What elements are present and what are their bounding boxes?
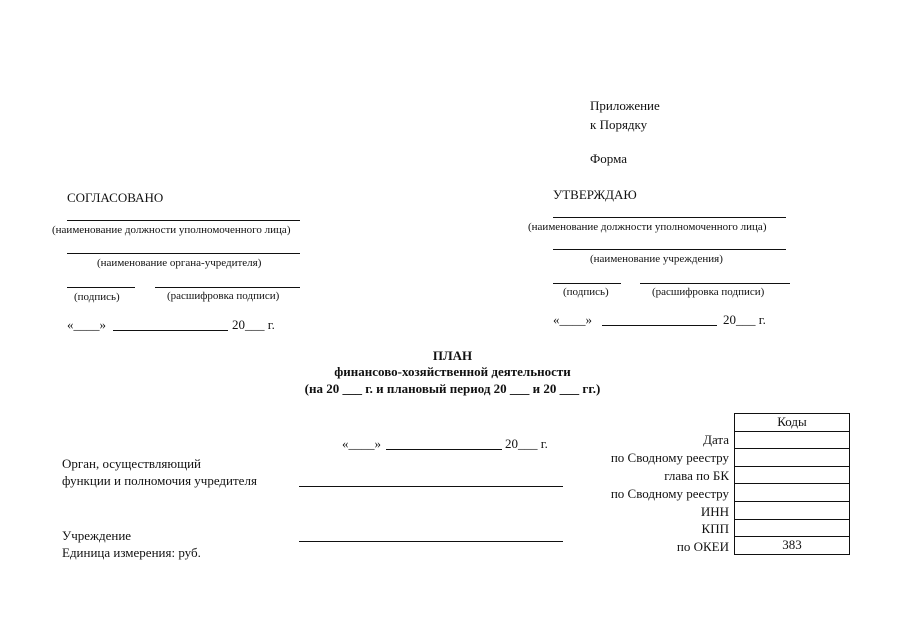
plan-date-year: 20___ г. bbox=[505, 436, 548, 451]
agreed-signature-line bbox=[67, 287, 135, 288]
agreed-date-month-line bbox=[113, 330, 228, 331]
organ-label-line2: функции и полномочия учредителя bbox=[62, 473, 257, 488]
code-value-registry-2 bbox=[735, 484, 850, 502]
approved-position-caption: (наименование должности уполномоченного лица) bbox=[528, 221, 767, 233]
approved-date-year: 20___ г. bbox=[723, 312, 766, 327]
approved-position-line bbox=[553, 217, 786, 218]
code-label-date: Дата bbox=[703, 432, 729, 447]
plan-date-month-line bbox=[386, 449, 502, 450]
agreed-position-caption: (наименование должности уполномоченного лица) bbox=[52, 224, 291, 236]
approved-institution-caption: (наименование учреждения) bbox=[590, 253, 723, 265]
agreed-decoding-line bbox=[155, 287, 300, 288]
approved-decoding-caption: (расшифровка подписи) bbox=[652, 286, 765, 298]
code-label-kpp: КПП bbox=[701, 521, 729, 536]
code-value-inn bbox=[735, 501, 850, 519]
code-value-kpp bbox=[735, 519, 850, 537]
agreed-decoding-caption: (расшифровка подписи) bbox=[167, 290, 280, 302]
approved-title: УТВЕРЖДАЮ bbox=[553, 187, 637, 202]
agreed-body-caption: (наименование органа-учредителя) bbox=[97, 257, 262, 269]
approved-signature-caption: (подпись) bbox=[563, 286, 609, 298]
to-order-label: к Порядку bbox=[590, 117, 648, 132]
agreed-position-line bbox=[67, 220, 300, 221]
appendix-label: Приложение bbox=[590, 98, 660, 113]
code-value-okei: 383 bbox=[735, 537, 850, 555]
approved-date-day: «____» bbox=[553, 312, 592, 327]
institution-label: Учреждение bbox=[62, 528, 132, 543]
code-value-chapter-bk bbox=[735, 466, 850, 484]
codes-header: Коды bbox=[735, 414, 850, 432]
plan-date-day: «____» bbox=[342, 436, 381, 451]
agreed-body-line bbox=[67, 253, 300, 254]
organ-label-line1: Орган, осуществляющий bbox=[62, 456, 201, 471]
codes-table bbox=[734, 413, 850, 555]
code-label-chapter-bk: глава по БК bbox=[664, 468, 729, 483]
agreed-date-year: 20___ г. bbox=[232, 317, 275, 332]
code-label-registry-1: по Сводному реестру bbox=[610, 450, 729, 465]
agreed-date-day: «____» bbox=[67, 317, 106, 332]
code-label-registry-2: по Сводному реестру bbox=[610, 486, 729, 501]
code-value-date bbox=[735, 431, 850, 449]
approved-decoding-line bbox=[640, 283, 790, 284]
approved-signature-line bbox=[553, 283, 621, 284]
plan-subtitle: финансово-хозяйственной деятельности bbox=[334, 364, 571, 379]
code-label-inn: ИНН bbox=[700, 504, 729, 519]
agreed-title: СОГЛАСОВАНО bbox=[67, 190, 164, 205]
plan-period: (на 20 ___ г. и плановый период 20 ___ и 20 ___ гг.) bbox=[304, 381, 601, 396]
agreed-signature-caption: (подпись) bbox=[74, 291, 120, 303]
code-value-registry-1 bbox=[735, 449, 850, 467]
approved-institution-line bbox=[553, 249, 786, 250]
plan-title: ПЛАН bbox=[432, 348, 473, 363]
form-label: Форма bbox=[590, 151, 627, 166]
approved-date-month-line bbox=[602, 325, 717, 326]
unit-label: Единица измерения: руб. bbox=[62, 545, 201, 560]
code-label-okei: по ОКЕИ bbox=[676, 539, 729, 554]
